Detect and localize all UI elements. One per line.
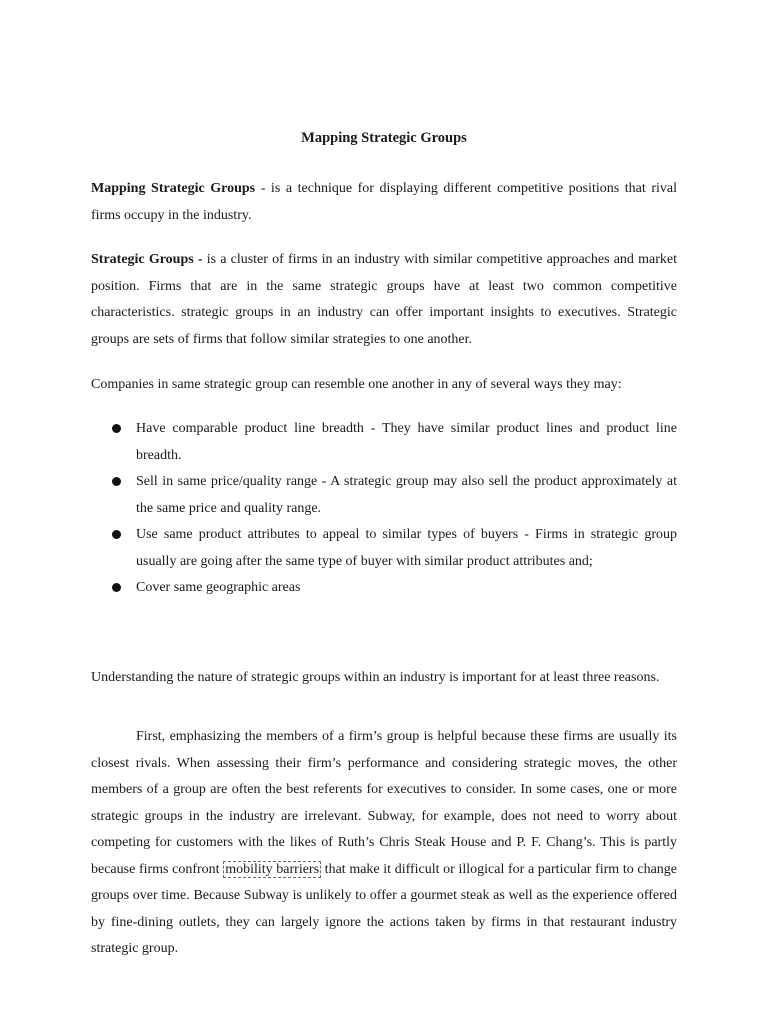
bullet-icon (112, 477, 121, 486)
list-item-text: Have comparable product line breadth - They have similar product lines and product line breadth. (136, 421, 677, 463)
definition-paragraph (91, 176, 677, 229)
first-reason-text-continued: that make it difficult or illogical for a particular firm to change groups over time. Because Subway is unlikely to offer a gourmet steak as well as the experience offered by fine-dining outlets, they can largely ignore the actions taken by firms in that restaurant industry strategic group. (91, 861, 677, 956)
document-title: Mapping Strategic Groups (301, 130, 467, 146)
lead-in-sentence: Companies in same strategic group can resemble one another in any of several ways they may: (91, 377, 622, 392)
strategic-groups-paragraph (91, 247, 677, 353)
understanding-paragraph: Understanding the nature of strategic groups within an industry is important for at least three reasons. (91, 670, 660, 685)
bullet-icon (112, 530, 121, 539)
bullet-icon (112, 583, 121, 592)
list-item (91, 575, 677, 602)
mobility-barriers-highlight: mobility barriers (225, 861, 320, 877)
list-item (91, 522, 677, 575)
definition-term: Mapping Strategic Groups (91, 181, 256, 196)
first-reason-paragraph (91, 724, 677, 963)
first-reason-text: First, emphasizing the members of a firm’s group is helpful because these firms are usually its closest rivals. When assessing their firm’s performance and considering strategic moves, the other members of a group are often the best referents for executives to consider. In some cases, one or more strategic groups in the industry are irrelevant. Subway, for example, does not need to worry about competing for customers with the likes of Ruth’s Chris Steak House and P. F. Chang’s. This is partly because firms confront (91, 729, 677, 877)
definition-text: - is a technique for displaying different competitive positions that rival firms occupy in the industry. (91, 181, 677, 223)
similarity-list (91, 416, 677, 602)
list-item-text: Use same product attributes to appeal to similar types of buyers - Firms in strategic group usually are going after the same type of buyer with similar product attributes and; (136, 527, 677, 569)
strategic-groups-term: Strategic Groups - (91, 252, 203, 267)
list-item (91, 416, 677, 469)
strategic-groups-text: is a cluster of firms in an industry with similar competitive approaches and market position. Firms that are in the same strategic groups have at least two common competitive characteristics. strategic groups in an industry can offer important insights to executives. Strategic groups are sets of firms that follow similar strategies to one another. (91, 252, 677, 347)
list-item-text: Cover same geographic areas (136, 580, 301, 595)
bullet-icon (112, 424, 121, 433)
list-item-text: Sell in same price/quality range - A strategic group may also sell the product approximately at the same price and quality range. (136, 474, 677, 516)
list-item (91, 469, 677, 522)
